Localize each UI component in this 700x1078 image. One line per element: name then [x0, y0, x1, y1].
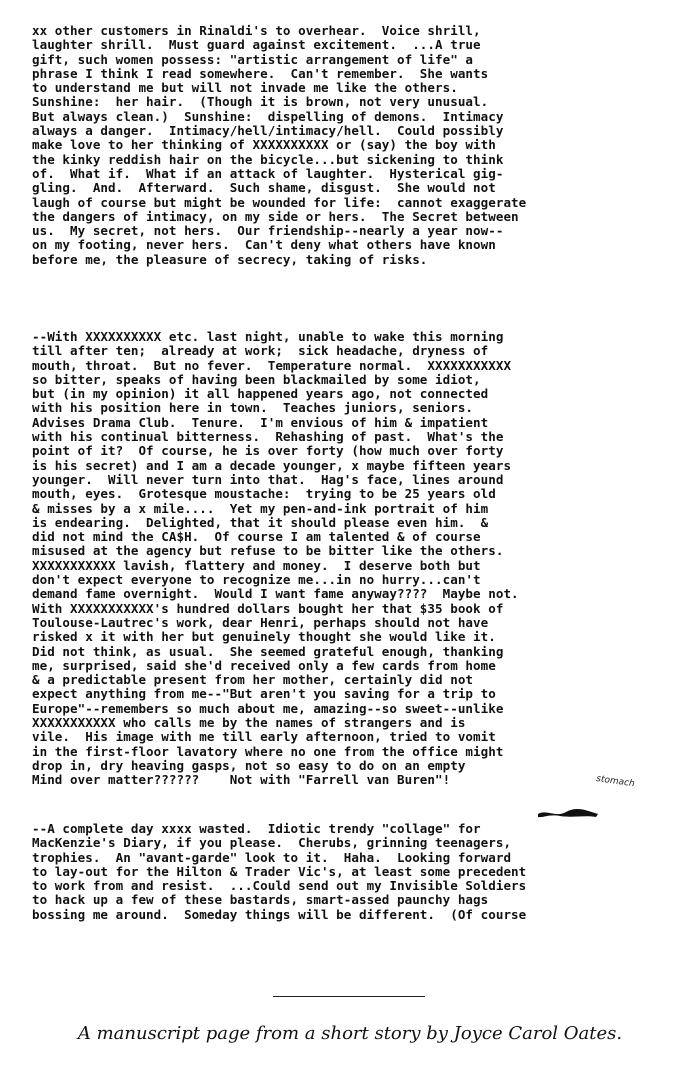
text-line: XXXXXXXXXXX lavish, flattery and money. I deserve both but	[32, 557, 481, 573]
text-line: trophies. An "avant-garde" look to it. Haha. Looking forward	[32, 849, 512, 865]
text-line: expect anything from me--"But aren't you saving for a trip to	[32, 686, 496, 702]
text-line: to lay-out for the Hilton & Trader Vic's, at least some precedent	[32, 863, 527, 879]
caption: A manuscript page from a short story by Joyce Carol Oates.	[77, 1023, 623, 1044]
text-line: MacKenzie's Diary, if you please. Cherubs, grinning teenagers,	[32, 835, 512, 851]
paragraph-1	[32, 24, 672, 267]
text-line: With XXXXXXXXXXX's hundred dollars bought her that $35 book of	[32, 600, 504, 616]
text-line: before me, the pleasure of secrecy, taking of risks.	[32, 251, 428, 267]
text-line: to work from and resist. ...Could send out my Invisible Soldiers	[32, 878, 527, 894]
text-line: But always clean.) Sunshine: dispelling of demons. Intimacy	[32, 108, 504, 124]
text-line: xx other customers in Rinaldi's to overhear. Voice shrill,	[32, 23, 481, 38]
text-line: gling. And. Afterward. Such shame, disgust. She would not	[32, 180, 496, 196]
text-line: the kinky reddish hair on the bicycle...but sickening to think	[32, 151, 504, 167]
text-line: vile. His image with me till early afternoon, tried to vomit	[32, 729, 496, 745]
text-line: bossing me around. Someday things will be different. (Of course	[32, 906, 527, 922]
text-line: Europe"--remembers so much about me, amazing--so sweet--unlike	[32, 700, 504, 716]
text-line: --With XXXXXXXXXX etc. last night, unable to wake this morning	[32, 329, 504, 344]
text-line: did not mind the CA$H. Of course I am talented & of course	[32, 529, 481, 545]
text-line: with his continual bitterness. Rehashing of past. What's the	[32, 429, 504, 445]
text-line: of. What if. What if an attack of laughter. Hysterical gig-	[32, 165, 504, 181]
paragraph-2	[32, 330, 672, 788]
text-line: drop in, dry heaving gasps, not so easy to do on an empty	[32, 757, 466, 773]
text-line: & a predictable present from her mother, certainly did not	[32, 672, 474, 688]
text-line: XXXXXXXXXXX who calls me by the names of strangers and is	[32, 715, 466, 731]
text-line: laughter shrill. Must guard against excitement. ...A true	[32, 37, 481, 53]
text-line: always a danger. Intimacy/hell/intimacy/hell. Could possibly	[32, 123, 504, 139]
text-line: but (in my opinion) it all happened years ago, not connected	[32, 386, 489, 402]
text-line: laugh of course but might be wounded for life: cannot exaggerate	[32, 194, 527, 210]
text-line: Toulouse-Lautrec's work, dear Henri, perhaps should not have	[32, 614, 489, 630]
text-line: mouth, throat. But no fever. Temperature normal. XXXXXXXXXXX	[32, 357, 512, 373]
text-line: & misses by a x mile.... Yet my pen-and-ink portrait of him	[32, 500, 489, 516]
text-line: demand fame overnight. Would I want fame anyway???? Maybe not.	[32, 586, 519, 602]
text-line: to hack up a few of these bastards, smart-assed paunchy hags	[32, 892, 489, 908]
text-line: me, surprised, said she'd received only a few cards from home	[32, 657, 496, 673]
text-line: Did not think, as usual. She seemed grateful enough, thanking	[32, 643, 504, 659]
text-line: in the first-floor lavatory where no one from the office might	[32, 743, 504, 759]
text-line: is endearing. Delighted, that it should please even him. &	[32, 514, 489, 530]
text-line: Advises Drama Club. Tenure. I'm envious of him & impatient	[32, 414, 489, 430]
text-line: on my footing, never hers. Can't deny what others have known	[32, 237, 496, 253]
text-line: till after ten; already at work; sick headache, dryness of	[32, 343, 489, 359]
text-line: younger. Will never turn into that. Hag's face, lines around	[32, 471, 504, 487]
text-line: point of it? Of course, he is over forty (how much over forty	[32, 443, 504, 459]
text-line: make love to her thinking of XXXXXXXXXX or (say) the boy with	[32, 137, 496, 153]
text-line: --A complete day xxxx wasted. Idiotic trendy "collage" for	[32, 821, 481, 836]
text-line: so bitter, speaks of having been blackmailed by some idiot,	[32, 371, 481, 387]
text-line: Sunshine: her hair. (Though it is brown, not very unusual.	[32, 94, 489, 110]
text-line: risked x it with her but genuinely thought she would like it.	[32, 629, 496, 645]
text-line: the dangers of intimacy, on my side or hers. The Secret between	[32, 208, 519, 224]
text-line: with his position here in town. Teaches juniors, seniors.	[32, 400, 474, 416]
scribble-strikeout	[536, 806, 600, 820]
text-line: don't expect everyone to recognize me...in no hurry...can't	[32, 572, 481, 588]
text-line: misused at the agency but refuse to be bitter like the others.	[32, 543, 504, 559]
text-line: phrase I think I read somewhere. Can't remember. She wants	[32, 65, 489, 81]
text-line: Mind over matter?????? Not with "Farrell van Buren"!	[32, 772, 451, 788]
paragraph-3	[32, 822, 672, 922]
text-line: mouth, eyes. Grotesque moustache: trying to be 25 years old	[32, 486, 496, 502]
text-line: us. My secret, not hers. Our friendship--nearly a year now--	[32, 223, 504, 239]
text-line: gift, such women possess: "artistic arrangement of life" a	[32, 51, 474, 67]
text-line: to understand me but will not invade me like the others.	[32, 80, 458, 96]
handwritten-note: stomach	[595, 774, 636, 790]
caption-divider	[273, 996, 425, 997]
text-line: is his secret) and I am a decade younger, x maybe fifteen years	[32, 457, 512, 473]
